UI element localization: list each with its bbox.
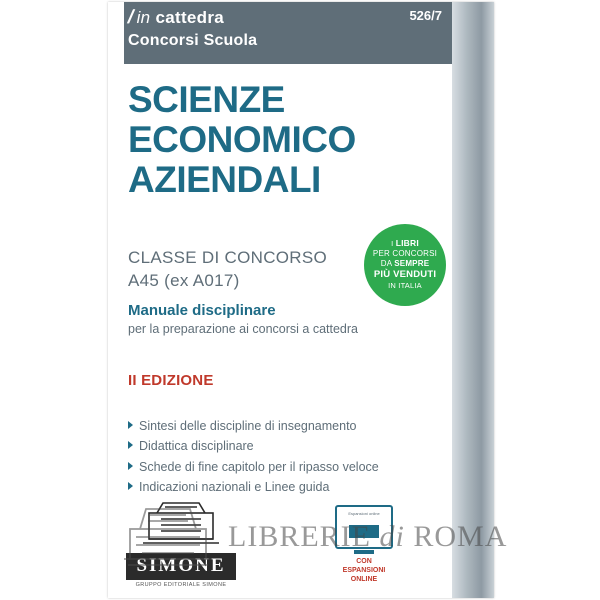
list-item-label: Sintesi delle discipline di insegnamento	[139, 419, 357, 433]
watermark-roma: ROMA	[413, 520, 508, 553]
competition-class-code: A45 (ex A017)	[128, 270, 240, 290]
list-item-label: Indicazioni nazionali e Linee guida	[139, 479, 330, 494]
badge-line-3	[364, 259, 446, 269]
cover-header-band	[108, 2, 452, 64]
publisher-tagline: GRUPPO EDITORIALE SIMONE	[135, 582, 227, 588]
list-item	[128, 416, 428, 436]
brand-in-label: in	[136, 8, 151, 27]
monitor-stand-icon	[354, 550, 374, 554]
publisher-emblem-icon	[135, 495, 227, 551]
brand-logo	[125, 7, 225, 29]
series-label: Concorsi Scuola	[128, 32, 258, 49]
triangle-bullet-icon	[128, 441, 133, 449]
triangle-bullet-icon	[128, 421, 133, 429]
badge-line-2: PER CONCORSI	[372, 248, 438, 258]
badge-line-5: IN ITALIA	[388, 280, 422, 290]
badge-line-1	[364, 238, 446, 249]
monitor-icon	[335, 505, 393, 549]
book-spine	[452, 2, 494, 598]
online-expansions	[334, 505, 394, 584]
brand-cattedra-label: cattedra	[155, 8, 225, 27]
watermark-di: di	[379, 520, 405, 553]
badge-line-1-main: LIBRI	[395, 238, 419, 248]
online-label	[334, 557, 394, 584]
catalog-code: 526/7	[409, 8, 442, 23]
monitor-screen-text: Espansioni online	[348, 510, 380, 516]
title-line-3: AZIENDALI	[128, 158, 321, 200]
triangle-bullet-icon	[128, 482, 133, 490]
publisher-name: SIMONE	[126, 553, 236, 580]
list-item-label: Didattica disciplinare	[139, 439, 254, 454]
header-white-block	[108, 2, 124, 64]
status-badge	[364, 224, 446, 306]
online-label-line2: ONLINE	[350, 575, 378, 583]
online-label-line1: CON ESPANSIONI	[342, 557, 386, 574]
feature-list	[128, 416, 428, 497]
edition-label: II EDIZIONE	[128, 372, 214, 389]
badge-line-3-main: SEMPRE	[394, 258, 430, 268]
badge-line-4: PIÙ VENDUTI	[373, 268, 437, 280]
manual-subtitle: per la preparazione ai concorsi a cattedra	[128, 322, 358, 336]
book-cover	[108, 2, 494, 598]
badge-line-3-pre: DA	[380, 258, 392, 268]
manual-type: Manuale disciplinare	[128, 302, 276, 319]
list-item-label: Schede di fine capitolo per il ripasso veloce	[139, 459, 379, 474]
triangle-bullet-icon	[128, 462, 133, 470]
title-line-1: SCIENZE	[128, 79, 285, 120]
book-title	[128, 80, 438, 200]
watermark-librerie: LIBRERIE	[228, 520, 371, 553]
competition-class	[128, 247, 327, 293]
list-item	[128, 477, 428, 497]
list-item	[128, 436, 428, 456]
title-line-2: ECONOMICO	[128, 118, 356, 160]
monitor-screen-bar	[349, 525, 379, 538]
competition-class-label: CLASSE DI CONCORSO	[128, 248, 328, 267]
badge-line-1-pre: I	[391, 239, 394, 248]
publisher-logo	[126, 495, 236, 588]
slash-icon: /	[125, 7, 137, 28]
list-item	[128, 457, 428, 477]
